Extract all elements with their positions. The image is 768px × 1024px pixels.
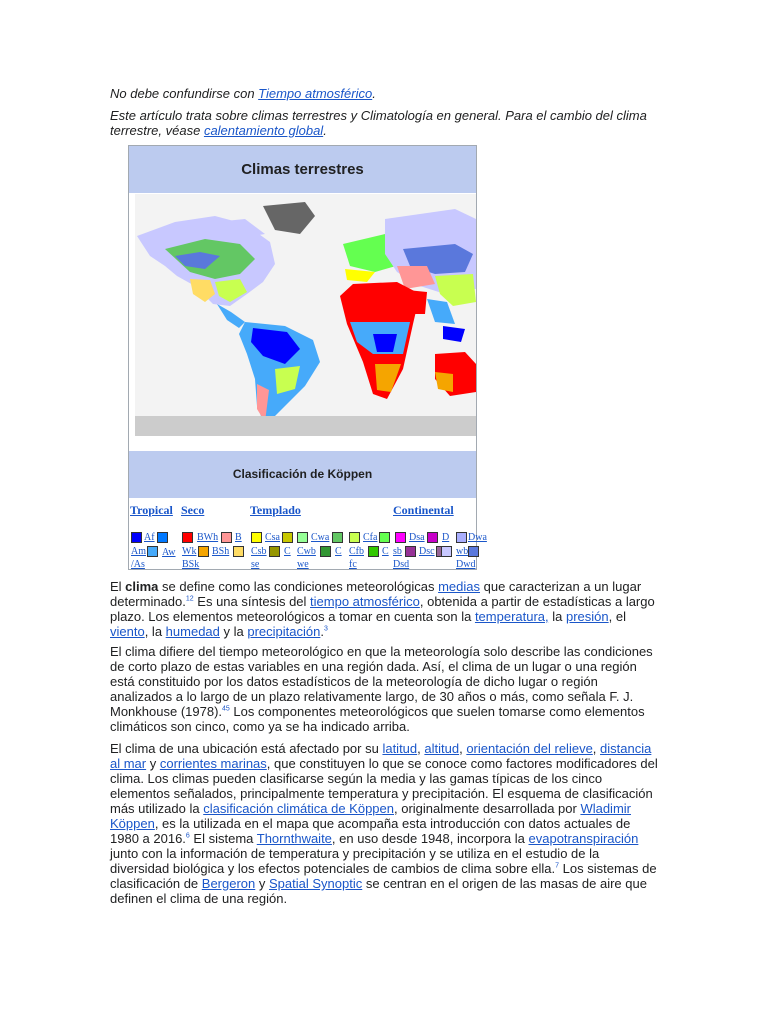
code-c-s[interactable]: C [284, 546, 291, 557]
code-af[interactable]: Af [144, 532, 155, 543]
infobox [128, 145, 487, 570]
text: , originalmente desarrollada por [394, 801, 581, 816]
link-temperatura[interactable]: temperatura, [474, 609, 549, 624]
text: y [255, 876, 269, 891]
code-dsa[interactable]: Dsa [409, 532, 425, 543]
code-dsc[interactable]: Dsc [419, 546, 435, 557]
color-swatch [182, 532, 193, 543]
code-cwa[interactable]: Cwa [311, 532, 330, 543]
text: , [592, 741, 601, 756]
code-c-f[interactable]: C [382, 546, 389, 557]
hatnote-text: No debe confundirse con [110, 86, 259, 101]
color-swatch [320, 546, 331, 557]
color-swatch [221, 532, 232, 543]
color-swatch [269, 546, 280, 557]
text: la [548, 609, 566, 624]
code-se[interactable]: se [251, 559, 260, 570]
code-bsk[interactable]: BSk [182, 559, 200, 570]
hatnote-about [110, 108, 650, 138]
infobox-subtitle: Clasificación de Köppen [129, 451, 476, 498]
code-b[interactable]: B [235, 532, 242, 543]
reference-sup[interactable]: 6 [185, 832, 190, 840]
color-swatch [441, 546, 452, 557]
text: El clima de una ubicación está afectado por su [110, 741, 383, 756]
code-cfb[interactable]: Cfb [349, 546, 364, 557]
hatnote-text: Este artículo trata sobre climas terrestres y Climatología en general. Para el cambio del clima terrestre, véase [110, 108, 647, 138]
climate-map-image [135, 194, 476, 436]
text: y la [219, 624, 248, 639]
color-swatch [456, 532, 467, 543]
code-cfa[interactable]: Cfa [363, 532, 378, 543]
text: que caracterizan a un lugar determinado. [110, 579, 642, 609]
code-fc[interactable]: fc [349, 559, 357, 570]
code-we[interactable]: we [297, 559, 309, 570]
text: junto con la información de temperatura y precipitación y se utiliza en el estudio de la diversidad biológica y los efectos potenciales de cambios de clima sobre ella. [110, 846, 600, 876]
color-swatch [405, 546, 416, 557]
text: , es la utilizada en el mapa que acompaña esta introducción con datos actuales de 1980 a 2016. [110, 816, 631, 846]
color-swatch [282, 532, 293, 543]
color-swatch [395, 532, 406, 543]
code-as[interactable]: /As [131, 559, 145, 570]
group-seco[interactable]: Seco [181, 503, 205, 517]
text: . [320, 624, 324, 639]
paragraph-clima-vs-tiempo [110, 644, 658, 734]
code-dsd[interactable]: Dsd [393, 559, 410, 570]
text: El [110, 579, 126, 594]
text: se define como las condiciones meteorológicas [158, 579, 439, 594]
reference-sup[interactable]: 7 [555, 862, 560, 870]
code-bwh[interactable]: BWh [197, 532, 219, 543]
text: , obtenida a partir de estadísticas a largo plazo. Los elementos meteorológicos a tomar en cuenta son la [110, 594, 655, 624]
color-swatch [468, 546, 479, 557]
text: , que constituyen lo que se conoce como factores modificadores del clima. Los climas pueden clasificarse según la media y las gamas típicas de los cinco elementos señalados, principalmente temperatura y precipitación. El esquema de clasificación más utilizado la [110, 756, 658, 816]
link-humedad[interactable]: humedad [165, 624, 220, 639]
text: , [417, 741, 425, 756]
infobox-title: Climas terrestres [129, 146, 476, 193]
code-sb[interactable]: sb [393, 546, 402, 557]
color-swatch [349, 532, 360, 543]
link-altitud[interactable]: altitud [424, 741, 460, 756]
text: y [146, 756, 160, 771]
code-csa[interactable]: Csa [265, 532, 280, 543]
link-presion[interactable]: presión [565, 609, 609, 624]
color-swatch [332, 532, 343, 543]
climate-world-map[interactable] [135, 194, 476, 436]
text: Es una síntesis del [193, 594, 311, 609]
link-evapotranspiracion[interactable]: evapotranspiración [528, 831, 639, 846]
code-bsh[interactable]: BSh [212, 546, 230, 557]
hatnote-confusion [110, 86, 650, 101]
color-swatch [379, 532, 390, 543]
color-swatch [131, 532, 142, 543]
text: El sistema [189, 831, 257, 846]
group-tropical[interactable]: Tropical [130, 503, 173, 517]
link-precipitacion[interactable]: precipitación [247, 624, 321, 639]
color-swatch [147, 546, 158, 557]
paragraph-definition [110, 579, 658, 639]
text: , el [608, 609, 626, 624]
text: , en uso desde 1948, incorpora la [331, 831, 529, 846]
link-corrientes-marinas[interactable]: corrientes marinas [159, 756, 267, 771]
hatnote-text: . [323, 123, 327, 138]
reference-sup[interactable]: 3 [323, 625, 328, 633]
link-medias[interactable]: medias [438, 579, 480, 594]
color-swatch [233, 546, 244, 557]
link-tiempo-atmosferico-2[interactable]: tiempo atmosférico [310, 594, 420, 609]
color-swatch [368, 546, 379, 557]
color-swatch [198, 546, 209, 557]
color-swatch [297, 532, 308, 543]
text: Los componentes meteorológicos que suelen tomarse como elementos climáticos son cinco, como ya se ha indicado arriba. [110, 704, 645, 734]
code-d[interactable]: D [442, 532, 450, 543]
text: , la [144, 624, 166, 639]
code-dwa[interactable]: Dwa [468, 532, 487, 543]
code-wk[interactable]: Wk [182, 546, 197, 557]
code-csb[interactable]: Csb [251, 546, 267, 557]
link-orientacion-relieve[interactable]: orientación del relieve [466, 741, 593, 756]
code-aw[interactable]: Aw [162, 547, 176, 558]
link-calentamiento-global[interactable]: calentamiento global [203, 123, 324, 138]
link-wladimir-koppen[interactable]: Wladimir Köppen [110, 801, 631, 831]
link-thornthwaite[interactable]: Thornthwaite [256, 831, 332, 846]
group-templado[interactable]: Templado [250, 503, 301, 517]
link-latitud[interactable]: latitud [382, 741, 418, 756]
link-clasificacion-koppen[interactable]: clasificación climática de Köppen [203, 801, 394, 816]
hatnote-text: . [372, 86, 376, 101]
group-continental[interactable]: Continental [393, 503, 454, 517]
color-swatch [251, 532, 262, 543]
bold-term-clima: clima [125, 579, 159, 594]
text: El clima difiere del tiempo meteorológico en que la meteorología solo describe las condiciones de corto plazo de estas variables en una región dada. Así, el clima de un lugar o una región está constituido por los datos estadísticos de la meteorología de dicho lugar o región analizados a lo largo de un plazo relativamente largo, de 30 años o más, como señala F. J. Monkhouse (1978). [110, 644, 653, 719]
color-swatch [157, 532, 168, 543]
code-dwd[interactable]: Dwd [456, 559, 476, 570]
text: Los sistemas de clasificación de [110, 861, 657, 891]
code-am[interactable]: Am [131, 546, 146, 557]
link-spatial-synoptic[interactable]: Spatial Synoptic [269, 876, 363, 891]
text: , [459, 741, 467, 756]
code-cwb[interactable]: Cwb [297, 546, 316, 557]
link-tiempo-atmosferico[interactable]: Tiempo atmosférico [258, 86, 373, 101]
code-c-w[interactable]: C [335, 546, 342, 557]
reference-sup[interactable]: 45 [222, 705, 230, 713]
reference-sup[interactable]: 12 [185, 595, 194, 603]
link-bergeron[interactable]: Bergeron [201, 876, 256, 891]
paragraph-factores [110, 741, 658, 906]
color-swatch [427, 532, 438, 543]
text: se centran en el origen de las masas de aire que definen el clima de una región. [110, 876, 647, 906]
code-wb[interactable]: wb [456, 546, 469, 557]
link-viento[interactable]: viento [110, 624, 145, 639]
link-distancia-mar[interactable]: distancia al mar [110, 741, 652, 771]
